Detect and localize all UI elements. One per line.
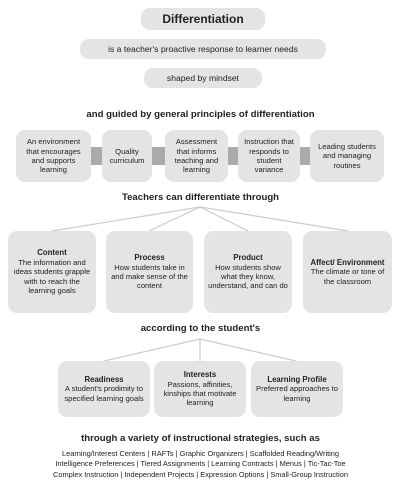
principle-curriculum: Quality curriculum [102,130,152,182]
diagram-title: Differentiation [162,12,244,26]
strategies-line-3: Complex Instruction | Independent Projects | Expression Options | Small-Group Instruction [53,469,348,479]
principle-instruction: Instruction that responds to student variance [238,130,300,182]
trait-interests: Interests Passions, affinities, kinships that motivate learning [154,361,246,417]
definition-text: is a teacher's proactive response to learner needs [108,44,298,54]
strategies-list [0,449,401,480]
mindset-text: shaped by mindset [166,73,240,83]
principle-environment: An environment that encourages and supports learning [16,130,91,182]
trait-readiness: Readiness A student's prodimity to specified learning goals [58,361,150,417]
differentiate-heading: Teachers can differentiate through [121,192,280,203]
element-process: Process How students take in and make sense of the content [106,231,193,313]
trait-learning-profile: Learning Profile Preferred approaches to learning [251,361,343,417]
according-heading: according to the student's [140,323,261,334]
principle-assessment: Assessment that informs teaching and learning [165,130,228,182]
strategies-line-1: Learning/Interest Centers | RAFTs | Graphic Organizers | Scaffolded Reading/Writing [61,449,339,458]
strategies-line-2: Intelligence Preferences | Tiered Assignments | Learning Contracts | Menus | Tic-Tac-Toe [55,459,346,469]
strategies-heading: through a variety of instructional strategies, such as [81,433,320,444]
principles-heading: and guided by general principles of differentiation [86,109,315,120]
element-product: Product How students show what they know, understand, and can do [204,231,292,313]
element-content: Content The information and ideas students grapple with to reach the learning goals [8,231,96,313]
element-affect: Affect/ Environment The climate or tone of the classroom [303,231,392,313]
principle-leading: Leading students and managing routines [310,130,384,182]
